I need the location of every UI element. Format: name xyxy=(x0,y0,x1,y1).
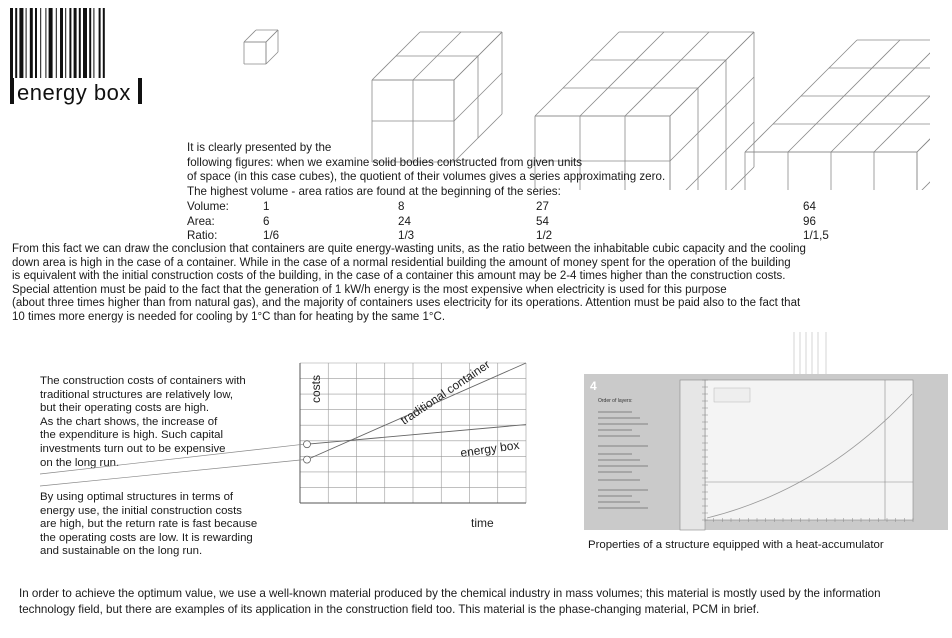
text-line: the expenditure is high. Such capital xyxy=(40,429,224,442)
diagram-number: 4 xyxy=(590,379,597,393)
barcode-bar xyxy=(10,78,14,104)
cube-edge xyxy=(580,32,664,116)
barcode-bar xyxy=(19,8,23,78)
cube-edge xyxy=(625,32,709,116)
text-line: on the long run. xyxy=(40,456,120,469)
barcode-bar xyxy=(45,8,46,78)
barcode-bar xyxy=(74,8,77,78)
chart-grid xyxy=(300,363,526,503)
text-line: By using optimal structures in terms of xyxy=(40,491,234,503)
cell: 1/3 xyxy=(398,229,415,242)
cell: 27 xyxy=(536,200,549,213)
cell: 54 xyxy=(536,214,549,228)
cube-edge xyxy=(670,32,754,116)
pcm-paragraph xyxy=(19,586,881,618)
cube-figure xyxy=(745,40,930,190)
intro-text xyxy=(187,141,665,199)
text-line: investments turn out to be expensive xyxy=(40,442,226,455)
cost-chart xyxy=(0,355,540,535)
barcode-bar xyxy=(60,8,63,78)
cube-edge xyxy=(266,30,278,42)
barcode-bar xyxy=(93,8,94,78)
row-label: Ratio: xyxy=(187,229,218,242)
cube-edge xyxy=(670,77,754,161)
barcode-bar xyxy=(26,8,27,78)
text-line: the operating costs are low. It is rewarding xyxy=(40,531,253,544)
chart-leader-lines xyxy=(40,444,304,486)
text-line: and sustainable on the long run. xyxy=(40,545,203,558)
conclusion-line: Special attention must be paid to the fact that the generation of 1 kW/h energy is the most expensive when electricity is used for this purpose xyxy=(12,283,727,296)
cell: 1 xyxy=(263,200,270,213)
conclusion-line: (about three times higher than from natural gas), and the majority of containers uses electricity for its operations. Attention must be paid also to the fact that xyxy=(12,297,801,310)
conclusion-paragraph xyxy=(12,243,806,325)
series-label-energy-box: energy box xyxy=(459,437,521,460)
row-label: Area: xyxy=(187,214,215,228)
barcode-bar xyxy=(138,78,142,104)
barcode-bar xyxy=(10,8,13,78)
x-axis-label: time xyxy=(471,516,494,530)
barcode-bar xyxy=(83,8,87,78)
text-line: energy use, the initial construction costs xyxy=(40,504,242,517)
row-label: Volume: xyxy=(187,200,229,213)
diagram-caption: Properties of a structure equipped with a heat-accumulator xyxy=(588,539,884,551)
logo-text: energy box xyxy=(17,80,131,105)
intro-line: of space (in this case cubes), the quotient of their volumes gives a series approximating zero. xyxy=(187,170,666,184)
cube-edge xyxy=(266,52,278,64)
cell: 1/1,5 xyxy=(803,229,829,242)
barcode-bar xyxy=(89,8,91,78)
text-line: technology field, but there are examples of its application in the construction field too. This material is the phase-changing material, PCM in brief. xyxy=(19,603,760,616)
cube-figure xyxy=(244,30,278,64)
barcode-bar xyxy=(35,8,37,78)
barcode-bar xyxy=(49,8,53,78)
cell: 64 xyxy=(803,200,816,213)
leader-line xyxy=(40,444,304,474)
conclusion-line: From this fact we can draw the conclusion that containers are quite energy-wasting units, as the ratio between the inhabitable cubic capacity and the cooling xyxy=(12,243,806,255)
text-line: The construction costs of containers with xyxy=(40,375,246,387)
diagram-wall-section xyxy=(680,380,705,530)
cube-edge xyxy=(535,32,619,116)
conclusion-line: is equivalent with the initial construction costs of the building, in the case of a container this amount may be 2-4 times higher than the construction costs. xyxy=(12,270,786,283)
cube-edge xyxy=(244,30,256,42)
diagram-dimension-lines xyxy=(794,332,826,374)
diagram-legend-box xyxy=(714,388,750,402)
barcode-bar xyxy=(99,8,101,78)
y-axis-label: costs xyxy=(309,374,323,403)
cell: 6 xyxy=(263,214,270,228)
barcode-bar xyxy=(69,8,71,78)
heat-accumulator-diagram xyxy=(580,330,950,535)
cell: 96 xyxy=(803,214,816,228)
cube-edge xyxy=(917,169,930,190)
text-line: In order to achieve the optimum value, we use a well-known material produced by the chemical industry in mass volumes; this material is mostly used by the information xyxy=(19,587,881,600)
conclusion-line: 10 times more energy is needed for cooling by 1°C than for heating by the same 1°C. xyxy=(12,310,446,323)
conclusion-line: down area is high in the case of a container. While in the case of a normal residential building the amount of money spent for the operation of the building xyxy=(12,256,791,269)
text-line: As the chart shows, the increase of xyxy=(40,415,218,428)
diagram-header-label: Order of layers: xyxy=(598,398,633,404)
intro-line: following figures: when we examine solid bodies constructed from given units xyxy=(187,155,583,169)
cell: 1/2 xyxy=(536,229,553,242)
barcode-bar xyxy=(40,8,41,78)
intro-line: The highest volume - area ratios are found at the beginning of the series: xyxy=(187,184,561,198)
cell: 1/6 xyxy=(263,229,280,242)
barcode-bar xyxy=(15,8,17,78)
barcode-bar xyxy=(65,8,66,78)
leader-line xyxy=(40,460,304,486)
barcode-bar xyxy=(103,8,105,78)
series-label-traditional: traditional container xyxy=(397,357,493,428)
barcode-bar xyxy=(79,8,81,78)
cube-edge xyxy=(670,167,754,190)
cube-edge xyxy=(917,126,930,190)
text-line: but their operating costs are high. xyxy=(40,402,210,415)
series-start-marker xyxy=(304,456,311,463)
barcode-bar xyxy=(30,8,33,78)
intro-line: It is clearly presented by the xyxy=(187,141,332,154)
text-line: traditional structures are relatively low, xyxy=(40,388,234,401)
series-start-marker xyxy=(304,441,311,448)
text-line: are high, but the return rate is fast because xyxy=(40,518,258,531)
cell: 8 xyxy=(398,200,405,213)
cube-edge xyxy=(917,83,930,190)
cell: 24 xyxy=(398,214,411,228)
barcode-bar xyxy=(56,8,57,78)
